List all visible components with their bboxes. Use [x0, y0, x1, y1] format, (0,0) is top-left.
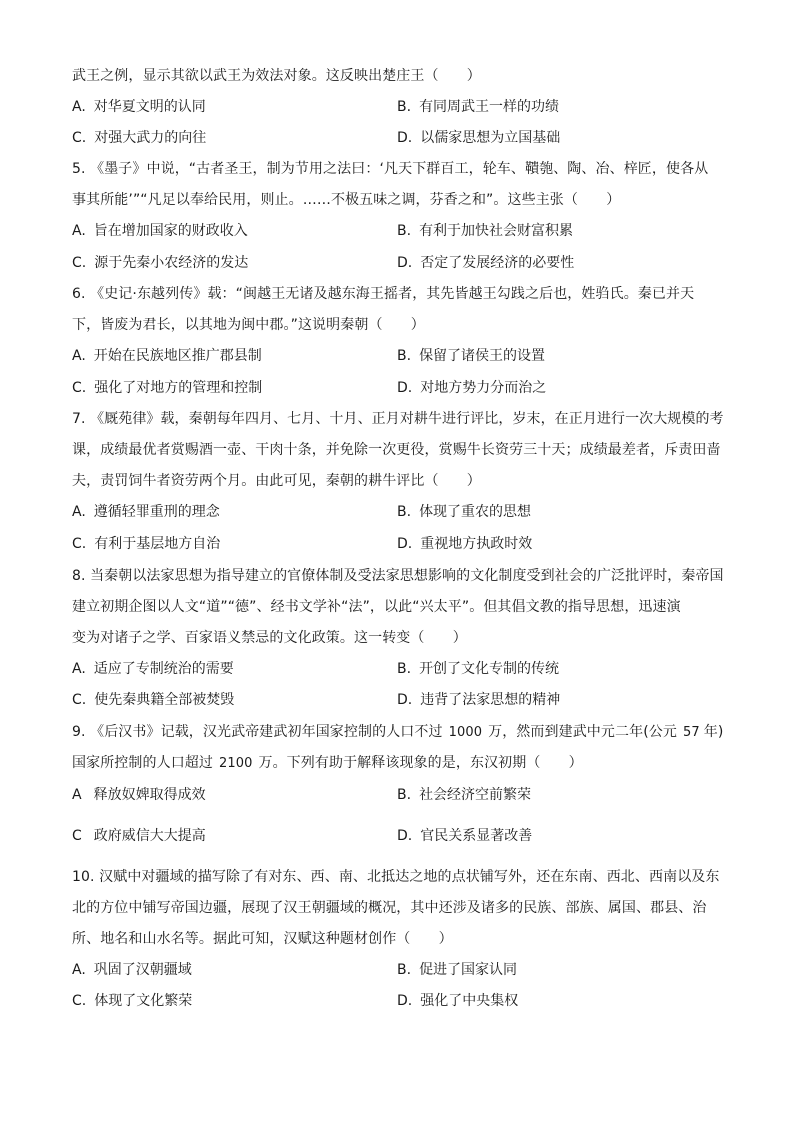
- option-text: 重视地方执政时效: [420, 536, 533, 552]
- q4-option-d[interactable]: [397, 128, 560, 148]
- option-letter: A.: [72, 223, 86, 239]
- option-text: 以儒家思想为立国基础: [420, 130, 561, 146]
- option-letter: C.: [72, 380, 87, 396]
- option-text: 违背了法家思想的精神: [420, 692, 561, 708]
- q6-option-a[interactable]: [72, 346, 262, 366]
- q10-option-b[interactable]: [397, 960, 517, 980]
- option-letter: B.: [397, 661, 412, 677]
- option-text: 使先秦典籍全部被焚毁: [94, 692, 235, 708]
- q5-stem-line-1: 5. 《墨子》中说，“古者圣王，制为节用之法曰：‘凡天下群百工，轮车、鞼匏、陶、冶、梓匠，使各从: [72, 161, 709, 177]
- q5-option-d[interactable]: [397, 253, 574, 273]
- option-text: 对华夏文明的认同: [93, 99, 206, 115]
- q5-option-a[interactable]: [72, 221, 248, 241]
- option-letter: D.: [397, 692, 413, 708]
- option-text: 政府威信大大提高: [93, 828, 206, 844]
- q9-text: 国家所控制的人口超过: [72, 755, 213, 771]
- q9-text: 万。下列有助于解释该现象的是，东汉初期（ ）: [258, 755, 583, 771]
- option-text: 否定了发展经济的必要性: [420, 255, 575, 271]
- option-letter: B.: [397, 99, 412, 115]
- option-letter: A.: [72, 99, 86, 115]
- q4-option-b[interactable]: [397, 97, 559, 117]
- option-letter: C.: [72, 692, 87, 708]
- q6-option-d[interactable]: [397, 378, 546, 398]
- q9-text: 万，然而到建武中元二年(公元: [488, 724, 677, 740]
- q7-option-b[interactable]: [397, 502, 531, 522]
- option-letter: A.: [72, 661, 86, 677]
- option-text: 有利于加快社会财富积累: [419, 223, 574, 239]
- q8-stem-line-1: 8. 当秦朝以法家思想为指导建立的官僚体制及受法家思想影响的文化制度受到社会的广泛批评时，秦帝国: [72, 568, 724, 584]
- q9-stem-line-1: [72, 722, 723, 743]
- q9-option-d[interactable]: [397, 826, 532, 846]
- q7-option-d[interactable]: [397, 534, 532, 554]
- option-letter: C.: [72, 993, 87, 1009]
- option-text: 开创了文化专制的传统: [419, 661, 560, 677]
- q4-stem-tail: 武王之例，显示其欲以武王为效法对象。这反映出楚庄王（ ）: [72, 68, 481, 84]
- option-letter: B.: [397, 504, 412, 520]
- option-letter: A: [72, 787, 82, 803]
- option-text: 源于先秦小农经济的发达: [94, 255, 249, 271]
- option-text: 巩固了汉朝疆域: [93, 962, 192, 978]
- q7-option-a[interactable]: [72, 502, 220, 522]
- q9-option-b[interactable]: [397, 785, 531, 805]
- q10-option-c[interactable]: [72, 991, 192, 1011]
- option-text: 遵循轻罪重刑的理念: [93, 504, 220, 520]
- q8-stem-line-3: 变为对诸子之学、百家语义禁忌的文化政策。这一转变（ ）: [72, 630, 467, 646]
- q7-stem-line-1: 7. 《厩苑律》载，秦朝每年四月、七月、十月、正月对耕牛进行评比，岁末，在正月进行一次大规模的考: [72, 411, 724, 427]
- option-text: 官民关系显著改善: [420, 828, 533, 844]
- option-text: 体现了重农的思想: [419, 504, 532, 520]
- q9-number: 1000: [448, 725, 483, 740]
- q5-option-b[interactable]: [397, 221, 573, 241]
- option-letter: D.: [397, 536, 413, 552]
- q9-text: 年): [703, 724, 724, 740]
- option-text: 开始在民族地区推广郡县制: [93, 348, 262, 364]
- option-letter: B.: [397, 223, 412, 239]
- option-letter: D.: [397, 255, 413, 271]
- option-letter: D.: [397, 828, 413, 844]
- option-letter: A.: [72, 504, 86, 520]
- option-text: 旨在增加国家的财政收入: [93, 223, 248, 239]
- option-letter: B.: [397, 348, 412, 364]
- q5-stem-line-2: 事其所能’”“凡足以奉给民用，则止。……不极五味之调，芬香之和”。这些主张（ ）: [72, 192, 621, 208]
- option-text: 强化了中央集权: [420, 993, 519, 1009]
- q7-stem-line-2: 课，成绩最优者赏赐酒一壶、干肉十条，并免除一次更役，赏赐牛长资劳三十天；成绩最差者，斥责田啬: [72, 442, 721, 458]
- q8-stem-line-2: 建立初期企图以人文“道”“德”、经书文学补“法”，以此“兴太平”。但其倡文教的指导思想，迅速演: [72, 599, 681, 615]
- option-text: 体现了文化繁荣: [94, 993, 193, 1009]
- option-letter: D.: [397, 130, 413, 146]
- q8-option-d[interactable]: [397, 690, 560, 710]
- option-text: 对强大武力的向往: [94, 130, 207, 146]
- option-text: 社会经济空前繁荣: [419, 787, 532, 803]
- option-letter: A.: [72, 348, 86, 364]
- q10-stem-line-1: 10. 汉赋中对疆域的描写除了有对东、西、南、北抵达之地的点状铺写外，还在东南、西北、西南以及东: [72, 869, 720, 885]
- q8-option-c[interactable]: [72, 690, 234, 710]
- option-text: 适应了专制统治的需要: [93, 661, 234, 677]
- option-letter: C.: [72, 536, 87, 552]
- q5-option-c[interactable]: [72, 253, 248, 273]
- q9-stem-line-2: [72, 753, 583, 774]
- option-letter: D.: [397, 993, 413, 1009]
- option-letter: A.: [72, 962, 86, 978]
- option-text: 有利于基层地方自治: [94, 536, 221, 552]
- q10-option-a[interactable]: [72, 960, 192, 980]
- option-letter: B.: [397, 962, 412, 978]
- option-text: 有同周武王一样的功绩: [419, 99, 560, 115]
- q6-option-b[interactable]: [397, 346, 545, 366]
- q10-stem-line-3: 所、地名和山水名等。据此可知，汉赋这种题材创作（ ）: [72, 931, 453, 947]
- q9-option-a[interactable]: [72, 785, 206, 805]
- q6-option-c[interactable]: [72, 378, 262, 398]
- q4-option-c[interactable]: [72, 128, 206, 148]
- q4-option-a[interactable]: [72, 97, 206, 117]
- q9-number: 57: [682, 725, 700, 740]
- q9-option-c[interactable]: [72, 826, 206, 846]
- q7-option-c[interactable]: [72, 534, 220, 554]
- q9-number: 2100: [219, 756, 253, 771]
- q8-option-a[interactable]: [72, 659, 234, 679]
- q10-option-d[interactable]: [397, 991, 518, 1011]
- option-letter: C: [72, 828, 82, 844]
- option-letter: D.: [397, 380, 413, 396]
- option-text: 释放奴婢取得成效: [93, 787, 206, 803]
- q8-option-b[interactable]: [397, 659, 559, 679]
- option-text: 促进了国家认同: [419, 962, 518, 978]
- q9-text: 9. 《后汉书》记载，汉光武帝建武初年国家控制的人口不过: [72, 724, 443, 740]
- option-text: 保留了诸侯王的设置: [419, 348, 546, 364]
- q6-stem-line-1: 6. 《史记·东越列传》载：“闽越王无诸及越东海王摇者，其先皆越王勾践之后也，姓驺氏。秦已并天: [72, 286, 695, 302]
- option-text: 强化了对地方的管理和控制: [94, 380, 263, 396]
- option-letter: B.: [397, 787, 412, 803]
- q7-stem-line-3: 夫，责罚饲牛者资劳两个月。由此可见，秦朝的耕牛评比（ ）: [72, 473, 481, 489]
- option-letter: C.: [72, 255, 87, 271]
- option-letter: C.: [72, 130, 87, 146]
- option-text: 对地方势力分而治之: [420, 380, 547, 396]
- q6-stem-line-2: 下，皆废为君长，以其地为闽中郡。”这说明秦朝（ ）: [72, 317, 425, 333]
- q10-stem-line-2: 北的方位中铺写帝国边疆，展现了汉王朝疆域的概况，其中还涉及诸多的民族、部族、属国、郡县、治: [72, 900, 707, 916]
